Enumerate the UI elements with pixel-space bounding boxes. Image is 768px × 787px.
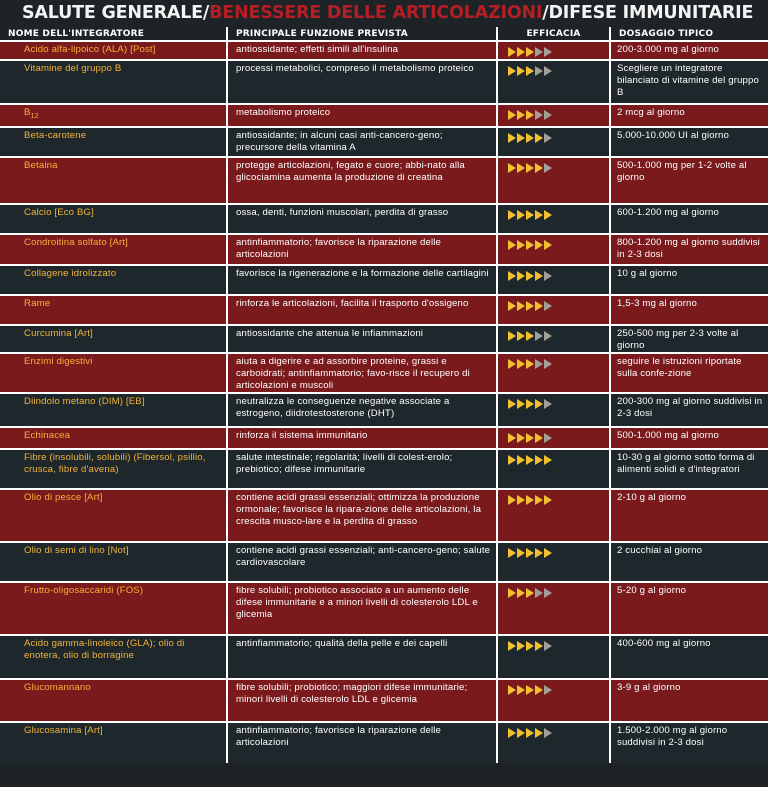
efficacy-rating	[497, 104, 610, 127]
main-function: processi metabolici, compreso il metabolismo proteico	[227, 60, 497, 104]
efficacy-arrow-filled-icon	[535, 548, 543, 558]
efficacy-arrow-filled-icon	[535, 495, 543, 505]
supplement-name	[0, 234, 227, 265]
efficacy-arrow-filled-icon	[508, 685, 516, 695]
header-typical-dosage: DOSAGGIO TIPICO	[610, 27, 768, 41]
title-part-joint-wellness: BENESSERE DELLE ARTICOLAZIONI	[209, 3, 543, 23]
efficacy-arrow-filled-icon	[526, 359, 534, 369]
supplement-name-text: Echinacea	[24, 430, 71, 441]
efficacy-arrow-filled-icon	[526, 66, 534, 76]
efficacy-arrow-filled-icon	[535, 455, 543, 465]
table-row	[0, 234, 768, 265]
efficacy-arrow-filled-icon	[526, 110, 534, 120]
table-row	[0, 449, 768, 489]
efficacy-arrow-filled-icon	[517, 548, 525, 558]
efficacy-arrows	[508, 641, 609, 651]
efficacy-arrow-filled-icon	[517, 240, 525, 250]
typical-dosage: 2 mcg al giorno	[610, 104, 768, 127]
supplement-name-text: Glucosamina [Art]	[24, 725, 103, 736]
efficacy-arrows	[508, 359, 609, 369]
efficacy-arrow-filled-icon	[526, 548, 534, 558]
efficacy-arrow-filled-icon	[526, 301, 534, 311]
typical-dosage: 5-20 g al giorno	[610, 582, 768, 635]
efficacy-arrow-filled-icon	[526, 163, 534, 173]
table-row	[0, 265, 768, 295]
main-function: antinfiammatorio; qualità della pelle e dei capelli	[227, 635, 497, 679]
efficacy-arrow-empty-icon	[544, 433, 552, 443]
supplement-name	[0, 265, 227, 295]
efficacy-arrow-empty-icon	[544, 641, 552, 651]
main-function: contiene acidi grassi essenziali; anti-cancero-geno; salute cardiovascolare	[227, 542, 497, 582]
typical-dosage: 400-600 mg al giorno	[610, 635, 768, 679]
typical-dosage: 10 g al giorno	[610, 265, 768, 295]
efficacy-arrow-filled-icon	[517, 331, 525, 341]
main-function: antiossidante; in alcuni casi anti-cancero-geno; precursore della vitamina A	[227, 127, 497, 157]
supplement-name	[0, 489, 227, 542]
efficacy-arrows	[508, 47, 609, 57]
efficacy-arrow-filled-icon	[508, 728, 516, 738]
efficacy-arrow-filled-icon	[508, 47, 516, 57]
header-supplement-name: NOME DELL'INTEGRATORE	[0, 27, 227, 41]
efficacy-arrow-filled-icon	[544, 210, 552, 220]
efficacy-arrow-filled-icon	[526, 495, 534, 505]
efficacy-arrow-filled-icon	[517, 495, 525, 505]
efficacy-arrow-empty-icon	[535, 47, 543, 57]
supplement-name-text: Olio di pesce [Art]	[24, 492, 103, 503]
efficacy-arrow-filled-icon	[517, 110, 525, 120]
efficacy-arrow-filled-icon	[517, 399, 525, 409]
efficacy-arrow-empty-icon	[544, 66, 552, 76]
supplement-name-text: Beta-carotene	[24, 130, 87, 141]
supplement-name	[0, 635, 227, 679]
supplement-name-text: Rame	[24, 298, 51, 309]
typical-dosage: 5.000-10.000 UI al giorno	[610, 127, 768, 157]
efficacy-arrow-filled-icon	[508, 548, 516, 558]
title-part-general-health: SALUTE GENERALE	[22, 3, 203, 23]
main-function: metabolismo proteico	[227, 104, 497, 127]
efficacy-arrow-filled-icon	[535, 728, 543, 738]
supplement-name	[0, 325, 227, 353]
main-function: rinforza il sistema immunitario	[227, 427, 497, 449]
efficacy-arrows	[508, 685, 609, 695]
efficacy-arrow-filled-icon	[535, 240, 543, 250]
supplement-name	[0, 353, 227, 393]
efficacy-arrow-filled-icon	[535, 433, 543, 443]
typical-dosage: 500-1.000 mg per 1-2 volte al giorno	[610, 157, 768, 204]
efficacy-rating	[497, 679, 610, 722]
typical-dosage: 10-30 g al giorno sotto forma di alimenti solidi e d'integratori	[610, 449, 768, 489]
main-function: fibre solubili; probiotico; maggiori difese immunitarie; minori livelli di colesterolo LDL e glicemia	[227, 679, 497, 722]
main-function: favorisce la rigenerazione e la formazione delle cartilagini	[227, 265, 497, 295]
efficacy-arrow-filled-icon	[535, 301, 543, 311]
efficacy-arrow-empty-icon	[544, 301, 552, 311]
efficacy-arrow-empty-icon	[535, 588, 543, 598]
main-function: antiossidante che attenua le infiammazioni	[227, 325, 497, 353]
typical-dosage: 2-10 g al giorno	[610, 489, 768, 542]
efficacy-arrow-filled-icon	[508, 163, 516, 173]
typical-dosage: 1,5-3 mg al giorno	[610, 295, 768, 325]
efficacy-arrow-filled-icon	[517, 47, 525, 57]
efficacy-rating	[497, 427, 610, 449]
efficacy-arrow-filled-icon	[526, 210, 534, 220]
efficacy-rating	[497, 635, 610, 679]
efficacy-arrow-filled-icon	[526, 455, 534, 465]
header-efficacy: EFFICACIA	[497, 27, 610, 41]
typical-dosage: 600-1.200 mg al giorno	[610, 204, 768, 234]
supplement-name-text: Acido gamma-linoleico (GLA); olio di enotera, olio di borragine	[24, 638, 185, 661]
efficacy-rating	[497, 582, 610, 635]
efficacy-arrow-filled-icon	[508, 133, 516, 143]
efficacy-arrows	[508, 548, 609, 558]
efficacy-arrow-filled-icon	[508, 433, 516, 443]
efficacy-arrow-empty-icon	[535, 66, 543, 76]
efficacy-arrow-filled-icon	[517, 359, 525, 369]
efficacy-arrow-filled-icon	[526, 728, 534, 738]
efficacy-rating	[497, 449, 610, 489]
efficacy-rating	[497, 127, 610, 157]
efficacy-arrow-empty-icon	[535, 359, 543, 369]
efficacy-arrow-filled-icon	[526, 240, 534, 250]
efficacy-rating	[497, 722, 610, 763]
efficacy-arrow-filled-icon	[517, 163, 525, 173]
efficacy-arrow-filled-icon	[526, 133, 534, 143]
supplement-name-text: Fibre (insolubili, solubili) (Fibersol, psillio, crusca, fibre d'avena)	[24, 452, 206, 475]
table-row	[0, 325, 768, 353]
table-row	[0, 353, 768, 393]
supplement-name	[0, 60, 227, 104]
supplement-name-text: B	[24, 107, 31, 118]
efficacy-arrow-filled-icon	[535, 399, 543, 409]
supplement-name	[0, 722, 227, 763]
table-row	[0, 295, 768, 325]
table-row	[0, 104, 768, 127]
efficacy-arrow-filled-icon	[526, 271, 534, 281]
main-function: protegge articolazioni, fegato e cuore; abbi-nato alla glicociamina aumenta la produzione di creatina	[227, 157, 497, 204]
efficacy-arrows	[508, 110, 609, 120]
efficacy-arrow-filled-icon	[517, 433, 525, 443]
efficacy-arrows	[508, 588, 609, 598]
supplement-table	[0, 27, 768, 763]
main-function: fibre solubili; probiotico associato a un aumento delle difese immunitarie e a minori livelli di colesterolo LDL e glicemia	[227, 582, 497, 635]
efficacy-arrows	[508, 163, 609, 173]
efficacy-arrows	[508, 240, 609, 250]
title-part-immune-defense: DIFESE IMMUNITARIE	[548, 3, 754, 23]
efficacy-arrow-filled-icon	[535, 210, 543, 220]
efficacy-rating	[497, 157, 610, 204]
efficacy-rating	[497, 41, 610, 60]
table-row	[0, 157, 768, 204]
efficacy-arrow-filled-icon	[544, 548, 552, 558]
efficacy-arrow-empty-icon	[544, 331, 552, 341]
supplement-name	[0, 679, 227, 722]
efficacy-arrow-empty-icon	[544, 133, 552, 143]
typical-dosage: 500-1.000 mg al giorno	[610, 427, 768, 449]
efficacy-arrows	[508, 271, 609, 281]
supplement-name	[0, 41, 227, 60]
table-row	[0, 41, 768, 60]
efficacy-arrow-filled-icon	[526, 641, 534, 651]
table-row	[0, 60, 768, 104]
efficacy-arrow-filled-icon	[535, 133, 543, 143]
efficacy-rating	[497, 295, 610, 325]
supplement-name-text: Frutto-oligosaccaridi (FOS)	[24, 585, 144, 596]
efficacy-arrow-filled-icon	[508, 495, 516, 505]
efficacy-arrow-filled-icon	[508, 66, 516, 76]
efficacy-arrows	[508, 495, 609, 505]
typical-dosage: Scegliere un integratore bilanciato di vitamine del gruppo B	[610, 60, 768, 104]
efficacy-arrow-filled-icon	[517, 66, 525, 76]
efficacy-arrow-filled-icon	[517, 685, 525, 695]
main-function: rinforza le articolazioni, facilita il trasporto d'ossigeno	[227, 295, 497, 325]
supplement-name-text: Curcumina [Art]	[24, 328, 93, 339]
efficacy-arrows	[508, 331, 609, 341]
efficacy-rating	[497, 353, 610, 393]
main-function: ossa, denti, funzioni muscolari, perdita di grasso	[227, 204, 497, 234]
supplement-name-text: Collagene idrolizzato	[24, 268, 117, 279]
efficacy-arrow-empty-icon	[544, 588, 552, 598]
efficacy-arrow-filled-icon	[508, 641, 516, 651]
efficacy-arrows	[508, 301, 609, 311]
efficacy-rating	[497, 393, 610, 427]
efficacy-arrow-filled-icon	[526, 588, 534, 598]
efficacy-arrow-filled-icon	[517, 301, 525, 311]
efficacy-arrow-empty-icon	[535, 110, 543, 120]
efficacy-arrow-filled-icon	[526, 47, 534, 57]
efficacy-arrow-filled-icon	[526, 433, 534, 443]
table-row	[0, 204, 768, 234]
efficacy-rating	[497, 542, 610, 582]
supplement-name	[0, 104, 227, 127]
efficacy-arrow-filled-icon	[544, 240, 552, 250]
supplement-name	[0, 393, 227, 427]
efficacy-arrow-filled-icon	[535, 641, 543, 651]
typical-dosage: 250-500 mg per 2-3 volte al giorno	[610, 325, 768, 353]
supplement-name-text: Condroitina solfato [Art]	[24, 237, 129, 248]
table-row	[0, 489, 768, 542]
typical-dosage: 1.500-2.000 mg al giorno suddivisi in 2-3 dosi	[610, 722, 768, 763]
typical-dosage: 3-9 g al giorno	[610, 679, 768, 722]
efficacy-arrow-filled-icon	[535, 271, 543, 281]
efficacy-arrow-filled-icon	[526, 399, 534, 409]
efficacy-rating	[497, 489, 610, 542]
efficacy-arrow-filled-icon	[526, 331, 534, 341]
efficacy-arrow-filled-icon	[517, 210, 525, 220]
efficacy-arrow-filled-icon	[526, 685, 534, 695]
supplement-name	[0, 449, 227, 489]
table-row	[0, 635, 768, 679]
table-body	[0, 41, 768, 763]
efficacy-arrow-filled-icon	[508, 359, 516, 369]
efficacy-arrow-empty-icon	[544, 399, 552, 409]
efficacy-arrow-filled-icon	[535, 163, 543, 173]
main-function: antiossidante; effetti simili all'insulina	[227, 41, 497, 60]
table-row	[0, 427, 768, 449]
supplement-name	[0, 582, 227, 635]
table-row	[0, 679, 768, 722]
efficacy-arrow-empty-icon	[544, 685, 552, 695]
title-separator: /	[542, 3, 549, 23]
supplement-name-text: Olio di semi di lino [Not]	[24, 545, 129, 556]
main-function: contiene acidi grassi essenziali; ottimizza la produzione ormonale; favorisce la ripara-zione delle articolazioni, la crescita musco-lare e la perdita di grasso	[227, 489, 497, 542]
efficacy-arrow-filled-icon	[517, 588, 525, 598]
supplement-name-text: Diindolo metano (DIM) [EB]	[24, 396, 145, 407]
efficacy-arrows	[508, 210, 609, 220]
efficacy-arrow-filled-icon	[508, 110, 516, 120]
efficacy-arrow-filled-icon	[508, 588, 516, 598]
efficacy-arrows	[508, 66, 609, 76]
supplement-name-text: Betaina	[24, 160, 58, 171]
efficacy-rating	[497, 204, 610, 234]
supplement-name-text: Enzimi digestivi	[24, 356, 93, 367]
supplement-name	[0, 127, 227, 157]
efficacy-arrow-filled-icon	[517, 728, 525, 738]
main-function: antinfiammatorio; favorisce la riparazione delle articolazioni	[227, 234, 497, 265]
typical-dosage: 2 cucchiai al giorno	[610, 542, 768, 582]
efficacy-arrow-filled-icon	[517, 641, 525, 651]
efficacy-arrow-filled-icon	[508, 399, 516, 409]
table-row	[0, 582, 768, 635]
table-header-row	[0, 27, 768, 41]
supplement-name	[0, 204, 227, 234]
supplement-name	[0, 542, 227, 582]
efficacy-arrows	[508, 728, 609, 738]
efficacy-rating	[497, 325, 610, 353]
supplement-name-text: Acido alfa-lipoico (ALA) [Post]	[24, 44, 156, 55]
efficacy-arrows	[508, 133, 609, 143]
efficacy-rating	[497, 265, 610, 295]
typical-dosage: seguire le istruzioni riportate sulla confe-zione	[610, 353, 768, 393]
title-separator: /	[202, 3, 210, 23]
supplement-name-text: Glucomannano	[24, 682, 91, 693]
main-function: neutralizza le conseguenze negative associate a estrogeno, diidrotestosterone (DHT)	[227, 393, 497, 427]
efficacy-arrows	[508, 399, 609, 409]
typical-dosage: 800-1.200 mg al giorno suddivisi in 2-3 dosi	[610, 234, 768, 265]
efficacy-arrow-filled-icon	[508, 240, 516, 250]
supplement-name	[0, 295, 227, 325]
efficacy-arrow-filled-icon	[517, 133, 525, 143]
efficacy-arrow-filled-icon	[508, 301, 516, 311]
supplement-name-text: Vitamine del gruppo B	[24, 63, 122, 74]
efficacy-arrow-filled-icon	[517, 455, 525, 465]
efficacy-rating	[497, 60, 610, 104]
efficacy-arrow-empty-icon	[544, 110, 552, 120]
efficacy-arrow-empty-icon	[544, 271, 552, 281]
main-function: antinfiammatorio; favorisce la riparazione delle articolazioni	[227, 722, 497, 763]
table-row	[0, 722, 768, 763]
main-function: aiuta a digerire e ad assorbire proteine, grassi e carboidrati; antinfiammatorio; favo-risce il recupero di articolazioni e muscoli	[227, 353, 497, 393]
supplement-name-subscript: 12	[30, 112, 39, 120]
page-title	[0, 0, 768, 27]
supplement-name	[0, 427, 227, 449]
supplement-name-text: Calcio [Eco BG]	[24, 207, 94, 218]
efficacy-arrow-filled-icon	[508, 455, 516, 465]
efficacy-arrow-empty-icon	[544, 728, 552, 738]
table-row	[0, 127, 768, 157]
efficacy-arrow-filled-icon	[544, 495, 552, 505]
table-row	[0, 542, 768, 582]
typical-dosage: 200-300 mg al giorno suddivisi in 2-3 dosi	[610, 393, 768, 427]
typical-dosage: 200-3.000 mg al giorno	[610, 41, 768, 60]
efficacy-arrow-empty-icon	[544, 163, 552, 173]
efficacy-arrow-filled-icon	[517, 271, 525, 281]
efficacy-arrows	[508, 433, 609, 443]
efficacy-rating	[497, 234, 610, 265]
efficacy-arrow-filled-icon	[544, 455, 552, 465]
efficacy-arrow-empty-icon	[535, 331, 543, 341]
main-function: salute intestinale; regolarità; livelli di colest-erolo; prebiotico; difese immunitarie	[227, 449, 497, 489]
efficacy-arrow-filled-icon	[535, 685, 543, 695]
efficacy-arrow-empty-icon	[544, 359, 552, 369]
efficacy-arrow-filled-icon	[508, 331, 516, 341]
supplement-name	[0, 157, 227, 204]
efficacy-arrow-filled-icon	[508, 210, 516, 220]
efficacy-arrow-empty-icon	[544, 47, 552, 57]
table-row	[0, 393, 768, 427]
efficacy-arrows	[508, 455, 609, 465]
header-main-function: PRINCIPALE FUNZIONE PREVISTA	[227, 27, 497, 41]
efficacy-arrow-filled-icon	[508, 271, 516, 281]
